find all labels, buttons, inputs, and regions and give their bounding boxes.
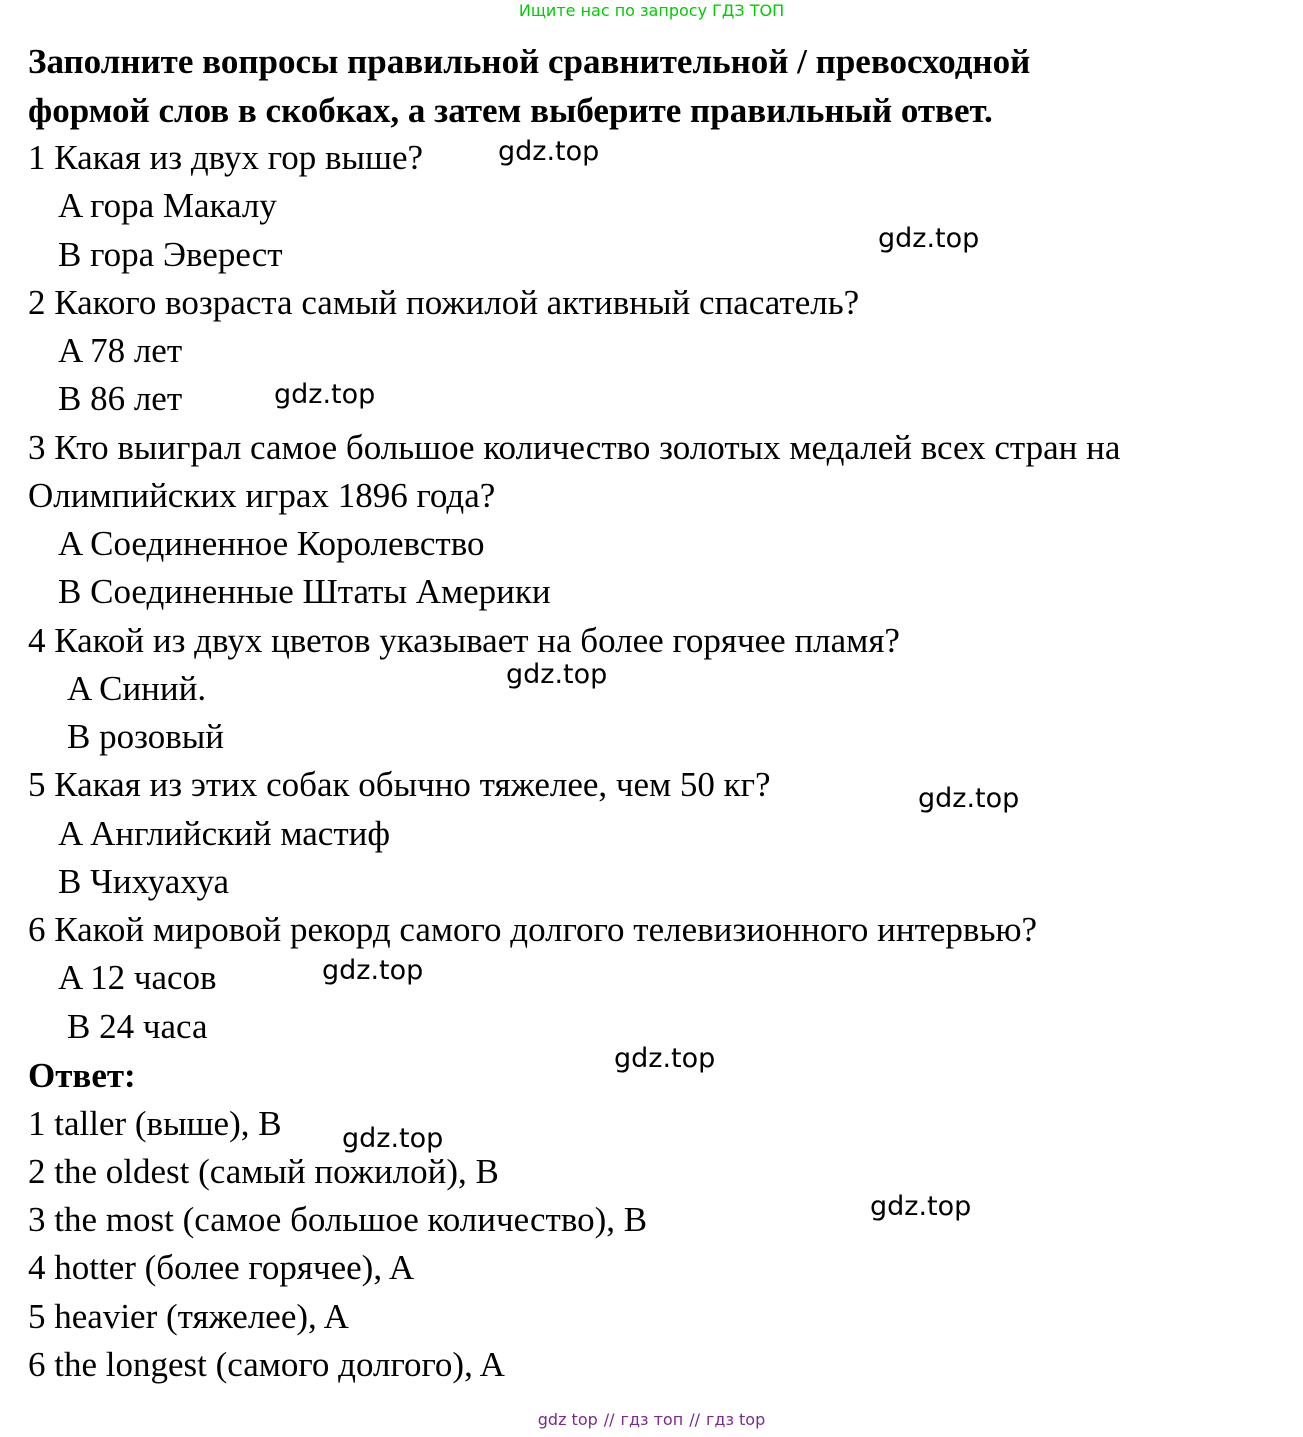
question-5-option-a: A Английский мастиф xyxy=(58,814,391,853)
question-1: 1 Какая из двух гор выше? xyxy=(28,138,424,177)
question-3: 3 Кто выиграл самое большое количество золотых медалей всех стран на xyxy=(28,428,1121,467)
bottom-banner-item: гдз топ xyxy=(620,1410,684,1429)
question-6: 6 Какой мировой рекорд самого долгого телевизионного интервью? xyxy=(28,910,1038,949)
question-3-continued: Олимпийских играх 1896 года? xyxy=(28,476,496,515)
question-4-option-b: B розовый xyxy=(67,717,224,756)
watermark: gdz.top xyxy=(498,136,600,167)
instruction-line-2: формой слов в скобках, а затем выберите правильный ответ. xyxy=(28,91,993,130)
question-3-option-a: A Соединенное Королевство xyxy=(58,524,485,563)
watermark: gdz.top xyxy=(614,1043,716,1074)
instruction-line-1: Заполните вопросы правильной сравнительной / превосходной xyxy=(28,42,1031,81)
answer-5: 5 heavier (тяжелее), A xyxy=(28,1297,349,1336)
bottom-banner-separator: // xyxy=(689,1410,700,1429)
question-4-option-a: A Синий. xyxy=(67,669,207,708)
watermark: gdz.top xyxy=(870,1191,972,1222)
bottom-banner xyxy=(0,1410,1303,1429)
watermark: gdz.top xyxy=(342,1123,444,1154)
answer-2: 2 the oldest (самый пожилой), B xyxy=(28,1152,499,1191)
watermark: gdz.top xyxy=(322,955,424,986)
answer-3: 3 the most (самое большое количество), B xyxy=(28,1200,648,1239)
answer-1: 1 taller (выше), B xyxy=(28,1104,282,1143)
question-5: 5 Какая из этих собак обычно тяжелее, чем 50 кг? xyxy=(28,765,771,804)
bottom-banner-item: гдз top xyxy=(705,1410,766,1429)
question-6-option-a: A 12 часов xyxy=(58,958,217,997)
bottom-banner-item: gdz top xyxy=(537,1410,598,1429)
question-1-option-a: A гора Макалу xyxy=(58,186,277,225)
answer-heading: Ответ: xyxy=(28,1056,136,1095)
watermark: gdz.top xyxy=(506,659,608,690)
question-4: 4 Какой из двух цветов указывает на более горячее пламя? xyxy=(28,621,900,660)
bottom-banner-separator: // xyxy=(603,1410,615,1429)
answer-4: 4 hotter (более горячее), A xyxy=(28,1248,415,1287)
watermark: gdz.top xyxy=(274,379,376,410)
question-5-option-b: B Чихуахуа xyxy=(58,862,230,901)
question-6-option-b: B 24 часа xyxy=(67,1007,208,1046)
question-2-option-a: A 78 лет xyxy=(58,331,183,370)
question-3-option-b: B Соединенные Штаты Америки xyxy=(58,572,551,611)
watermark: gdz.top xyxy=(878,223,980,254)
top-banner: Ищите нас по запросу ГДЗ ТОП xyxy=(518,1,785,20)
answer-6: 6 the longest (самого долгого), A xyxy=(28,1345,505,1384)
question-2: 2 Какого возраста самый пожилой активный спасатель? xyxy=(28,283,860,322)
question-2-option-b: B 86 лет xyxy=(58,379,183,418)
watermark: gdz.top xyxy=(918,783,1020,814)
question-1-option-b: B гора Эверест xyxy=(58,235,283,274)
